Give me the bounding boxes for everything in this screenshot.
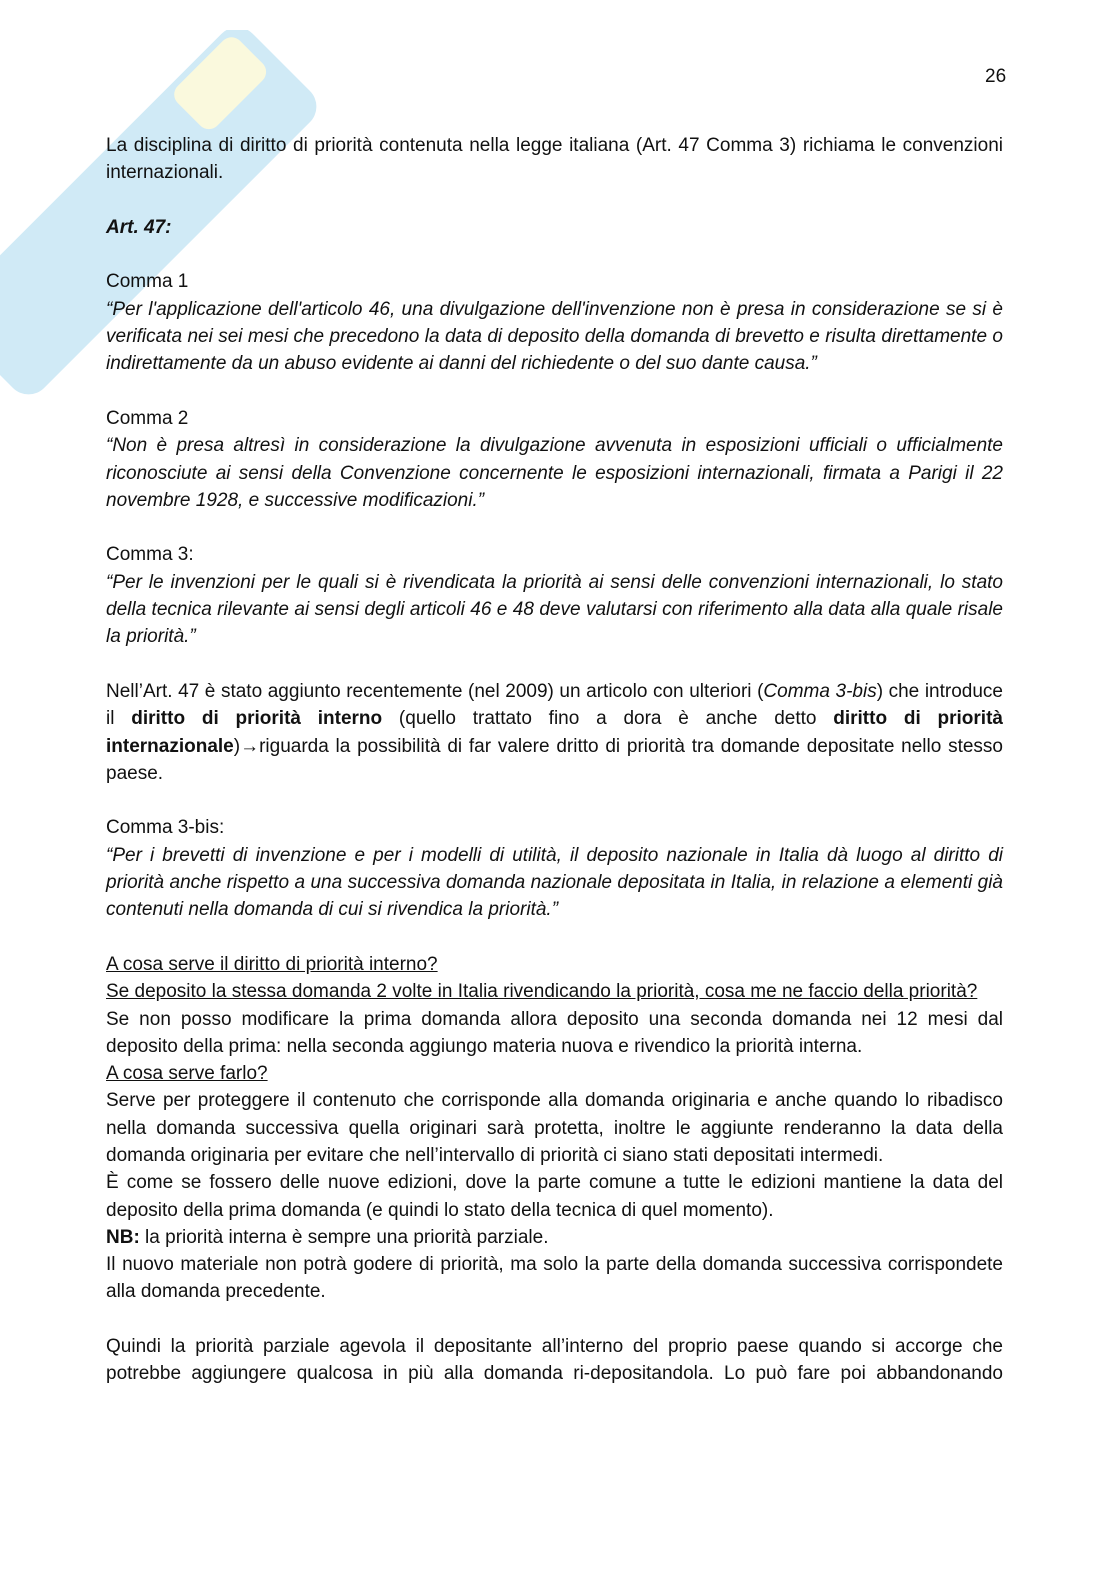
intro-paragraph: La disciplina di diritto di priorità contenuta nella legge italiana (Art. 47 Comma 3) richiama le convenzioni internazionali. [106, 135, 1003, 184]
comma-3-quote: “Per le invenzioni per le quali si è rivendicata la priorità ai sensi delle convenzioni internazionali, lo stato della tecnica rilevante ai sensi degli articoli 46 e 48 deve valutarsi con riferimento alla data alla quale risale la priorità.” [106, 571, 1003, 648]
comma-2-quote: “Non è presa altresì in considerazione la divulgazione avvenuta in esposizioni ufficiali o ufficialmente riconosciute ai sensi della Convenzione concernente le esposizioni internazionali, firmata a Parigi il 22 novembre 1928, e successive modificazioni.” [106, 435, 1003, 511]
answer-4: Il nuovo materiale non potrà godere di priorità, ma solo la parte della domanda successiva corrispondete alla domanda precedente. [106, 1254, 1003, 1303]
answer-1: Se non posso modificare la prima domanda allora deposito una seconda domanda nei 12 mesi dal deposito della prima: nella seconda aggiungo materia nuova e rivendico la priorità interna. [106, 1008, 1003, 1057]
question-1: A cosa serve il diritto di priorità interno? [106, 953, 438, 975]
document-body [106, 132, 1003, 1388]
nb-label: NB: [106, 1226, 140, 1248]
question-3: A cosa serve farlo? [106, 1063, 268, 1085]
final-paragraph: Quindi la priorità parziale agevola il depositante all’interno del proprio paese quando si accorge che potrebbe aggiungere qualcosa in più alla domanda ri-depositandola. Lo può fare poi abbandonando [106, 1336, 1003, 1385]
comma-3-label: Comma 3: [106, 544, 194, 566]
bold-term: diritto di priorità internazionale [106, 708, 1003, 757]
page-number: 26 [985, 66, 1007, 87]
watermark-accent [169, 32, 271, 134]
bold-term: diritto di priorità interno [131, 708, 383, 730]
comma-3-bis-intro [106, 678, 1003, 787]
text-run: Nell’Art. 47 è stato aggiunto recentemente (nel 2009) un articolo con ulteriori ( [106, 680, 764, 702]
comma-1-quote: “Per l'applicazione dell'articolo 46, una divulgazione dell'invenzione non è presa in considerazione se si è verificata nei sei mesi che precedono la data di deposito della domanda di brevetto e risulta direttamente o indirettamente da un abuso evidente ai danni del richiedente o del suo dante causa.” [106, 298, 1003, 375]
comma-3-bis-quote: “Per i brevetti di invenzione e per i modelli di utilità, il deposito nazionale in Italia dà luogo al diritto di priorità anche rispetto a una successiva domanda nazionale depositata in Italia, in relazione a elementi già contenuti nella domanda di cui si rivendica la priorità.” [106, 844, 1003, 921]
nb-text: la priorità interna è sempre una priorità parziale. [139, 1226, 549, 1248]
text-run: )→riguarda la possibilità di far valere dritto di priorità tra domande depositate nello stesso paese. [106, 735, 1003, 784]
comma-3-bis-label: Comma 3-bis: [106, 817, 225, 839]
comma-1-label: Comma 1 [106, 271, 189, 293]
text-run: (quello trattato fino a dora è anche detto [382, 708, 834, 730]
comma-reference: Comma 3-bis [763, 680, 877, 702]
nb-note [106, 1224, 1003, 1251]
answer-2: Serve per proteggere il contenuto che corrisponde alla domanda originaria e anche quando lo ribadisco nella domanda successiva quella originari sarà protetta, inoltre le aggiunte renderanno la data della domanda originaria per evitare che nell’intervallo di priorità ci siano stati depositati intermedi. [106, 1090, 1003, 1166]
question-2: Se deposito la stessa domanda 2 volte in Italia rivendicando la priorità, cosa me ne faccio della priorità? [106, 981, 978, 1003]
text-run: ) che introduce il [106, 680, 1003, 730]
comma-2-label: Comma 2 [106, 407, 189, 429]
answer-3: È come se fossero delle nuove edizioni, dove la parte comune a tutte le edizioni mantiene la data del deposito della prima domanda (e quindi lo stato della tecnica di quel momento). [106, 1172, 1003, 1221]
article-heading: Art. 47: [106, 216, 172, 238]
